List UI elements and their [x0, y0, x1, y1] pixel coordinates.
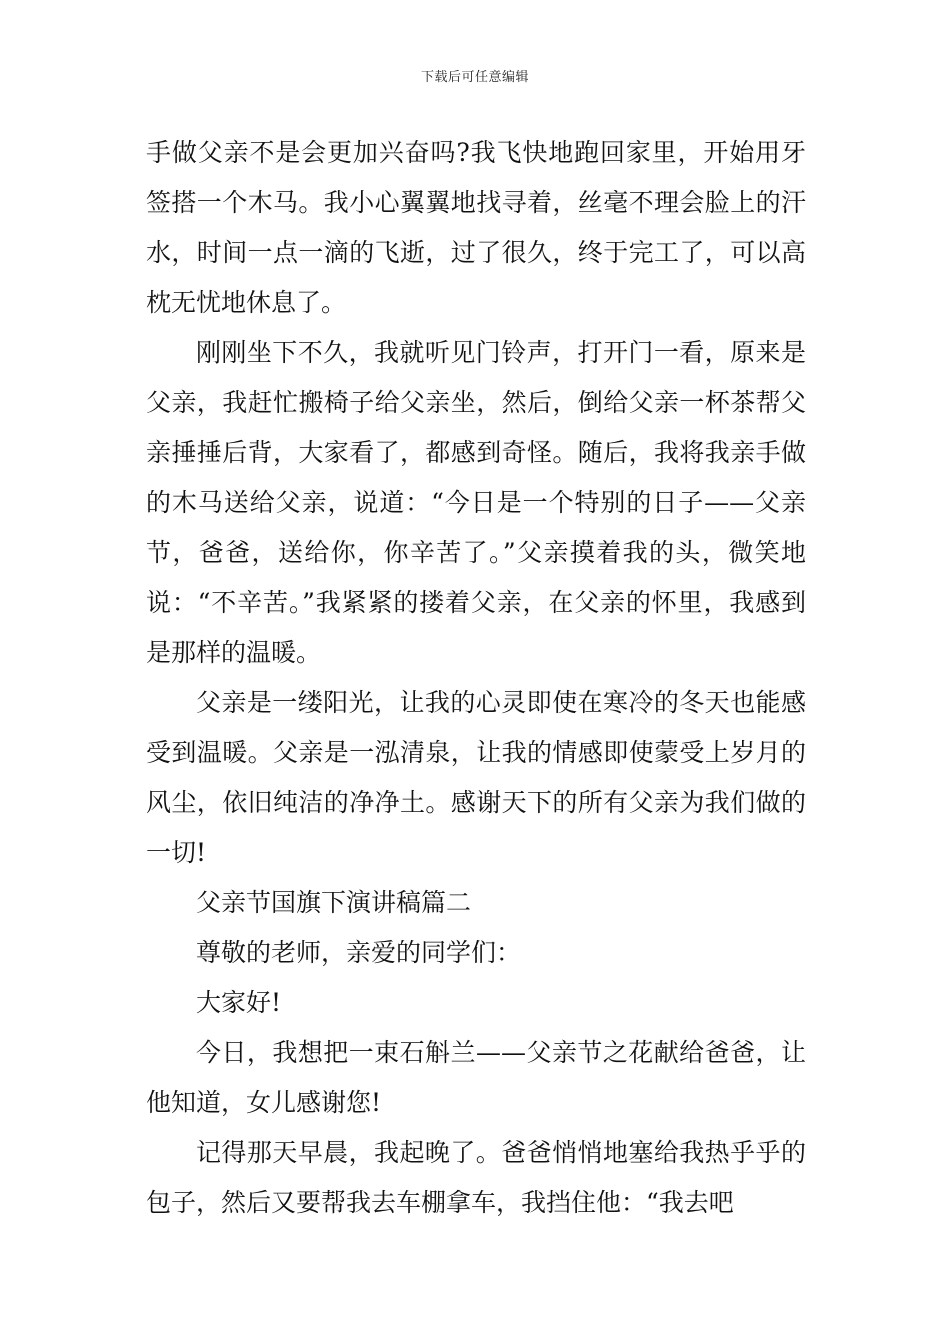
paragraph-1: 手做父亲不是会更加兴奋吗?我飞快地跑回家里，开始用牙签搭一个木马。我小心翼翼地找寻着，丝毫不理会脸上的汗水，时间一点一滴的飞逝，过了很久，终于完工了，可以高枕无忧地休息了。 — [146, 138, 806, 317]
paragraph-3: 父亲是一缕阳光，让我的心灵即使在寒冷的冬天也能感受到温暖。父亲是一泓清泉，让我的情感即使蒙受上岁月的风尘，依旧纯洁的净净土。感谢天下的所有父亲为我们做的一切! — [146, 688, 806, 867]
document-body — [146, 128, 806, 1228]
salutation: 尊敬的老师，亲爱的同学们： — [196, 938, 522, 967]
page-header: 下载后可任意编辑 — [420, 70, 529, 85]
paragraph-7: 今日，我想把一束石斛兰——父亲节之花献给爸爸，让他知道，女儿感谢您! — [146, 1038, 806, 1117]
greeting: 大家好! — [196, 988, 282, 1017]
paragraph-2: 刚刚坐下不久，我就听见门铃声，打开门一看，原来是父亲，我赶忙搬椅子给父亲坐，然后，倒给父亲一杯茶帮父亲捶捶后背，大家看了，都感到奇怪。随后，我将我亲手做的木马送给父亲，说道：“今日是一个特别的日子——父亲节，爸爸，送给你，你辛苦了。”父亲摸着我的头，微笑地说：“不辛苦。”我紧紧的搂着父亲，在父亲的怀里，我感到是那样的温暖。 — [146, 338, 806, 667]
paragraph-8: 记得那天早晨，我起晚了。爸爸悄悄地塞给我热乎乎的包子，然后又要帮我去车棚拿车，我挡住他：“我去吧 — [146, 1138, 806, 1217]
section-title: 父亲节国旗下演讲稿篇二 — [196, 888, 472, 917]
